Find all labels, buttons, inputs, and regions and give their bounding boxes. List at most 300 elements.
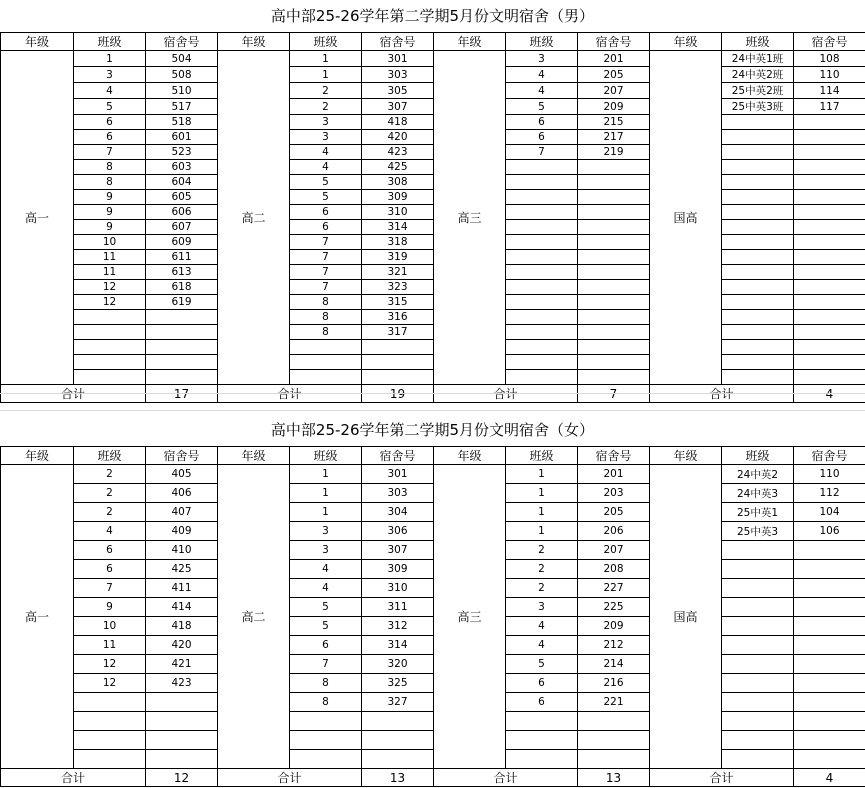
room-cell: 104 [794,503,865,522]
room-cell [794,674,865,693]
room-cell: 418 [362,115,434,130]
class-cell: 2 [506,560,578,579]
room-cell: 203 [578,484,650,503]
class-cell: 5 [290,617,362,636]
class-cell [506,265,578,280]
class-cell: 5 [290,190,362,205]
class-cell: 4 [290,160,362,175]
room-cell [362,355,434,370]
class-cell: 7 [290,655,362,674]
room-cell: 227 [578,579,650,598]
class-cell: 7 [290,250,362,265]
room-cell [578,731,650,750]
room-cell [794,115,865,130]
room-cell [794,205,865,220]
class-cell: 4 [74,522,146,541]
header-room: 宿舍号 [146,33,218,51]
room-cell: 406 [146,484,218,503]
room-cell [578,340,650,355]
class-cell [722,355,794,370]
class-cell: 6 [74,130,146,145]
grade-cell: 高三 [434,51,506,385]
class-cell: 2 [74,503,146,522]
total-label: 合计 [218,385,362,403]
room-cell [146,355,218,370]
class-cell: 6 [290,636,362,655]
class-cell: 1 [506,484,578,503]
class-cell: 4 [506,636,578,655]
class-cell: 6 [506,115,578,130]
room-cell: 303 [362,484,434,503]
header-class: 班级 [74,447,146,465]
class-cell [722,712,794,731]
room-cell: 215 [578,115,650,130]
class-cell: 2 [290,83,362,99]
header-grade: 年级 [218,33,290,51]
room-cell: 312 [362,617,434,636]
header-class: 班级 [506,447,578,465]
room-cell: 517 [146,99,218,115]
class-cell: 6 [74,115,146,130]
table-row [1,636,865,655]
total-value: 4 [794,769,865,787]
room-cell [146,693,218,712]
class-cell [722,636,794,655]
room-cell: 209 [578,617,650,636]
room-cell: 619 [146,295,218,310]
class-cell: 11 [74,250,146,265]
room-cell [794,250,865,265]
class-cell: 3 [506,51,578,67]
class-cell [506,370,578,385]
table-row [1,190,865,205]
room-cell: 207 [578,83,650,99]
room-cell [146,325,218,340]
room-cell: 304 [362,503,434,522]
room-cell: 607 [146,220,218,235]
room-cell [794,340,865,355]
room-cell: 307 [362,541,434,560]
class-cell: 6 [506,674,578,693]
table-row [1,731,865,750]
class-cell: 1 [290,465,362,484]
class-cell: 12 [74,295,146,310]
class-cell: 4 [74,83,146,99]
grade-cell: 高一 [1,465,74,769]
class-cell: 9 [74,205,146,220]
room-cell: 418 [146,617,218,636]
room-cell: 605 [146,190,218,205]
class-cell [506,731,578,750]
room-cell [794,617,865,636]
total-label: 合计 [218,769,362,787]
room-cell: 425 [362,160,434,175]
room-cell [578,750,650,769]
class-cell: 1 [74,51,146,67]
class-cell [506,205,578,220]
header-class: 班级 [506,33,578,51]
room-cell: 310 [362,579,434,598]
class-cell [722,731,794,750]
class-cell: 1 [290,484,362,503]
class-cell: 4 [506,83,578,99]
class-cell: 9 [74,598,146,617]
room-cell [578,235,650,250]
room-cell: 611 [146,250,218,265]
room-cell: 425 [146,560,218,579]
class-cell [722,250,794,265]
class-cell [722,541,794,560]
class-cell: 2 [290,99,362,115]
class-cell: 6 [506,693,578,712]
class-cell: 25中英2班 [722,83,794,99]
table-row [1,693,865,712]
sheet-gridline [0,393,865,394]
room-cell [362,731,434,750]
table-row [1,145,865,160]
room-cell [794,145,865,160]
class-cell [290,731,362,750]
table-row [1,175,865,190]
class-cell [722,370,794,385]
room-cell [578,310,650,325]
room-cell [146,310,218,325]
room-cell [578,250,650,265]
class-cell [74,355,146,370]
room-cell: 523 [146,145,218,160]
class-cell: 12 [74,280,146,295]
class-cell: 3 [74,67,146,83]
room-cell [794,712,865,731]
class-cell: 5 [290,598,362,617]
total-label: 合计 [1,769,146,787]
header-class: 班级 [722,33,794,51]
table-row [1,503,865,522]
header-row [1,447,865,465]
room-cell [794,325,865,340]
room-cell: 410 [146,541,218,560]
room-cell: 420 [146,636,218,655]
header-row [1,33,865,51]
class-cell: 25中英1 [722,503,794,522]
table-row [1,560,865,579]
class-cell: 3 [290,541,362,560]
table-row [1,160,865,175]
table-row [1,265,865,280]
class-cell [290,370,362,385]
room-cell [794,160,865,175]
header-grade: 年级 [434,33,506,51]
header-class: 班级 [722,447,794,465]
room-cell [146,750,218,769]
room-cell [146,712,218,731]
class-cell: 5 [74,99,146,115]
table-row [1,465,865,484]
sheet-gridline [0,410,865,411]
class-cell [722,655,794,674]
room-cell: 217 [578,130,650,145]
class-cell: 7 [74,579,146,598]
class-cell [290,750,362,769]
room-cell: 206 [578,522,650,541]
class-cell: 1 [506,465,578,484]
room-cell: 609 [146,235,218,250]
room-cell: 205 [578,67,650,83]
class-cell [506,750,578,769]
table-row [1,370,865,385]
class-cell: 9 [74,220,146,235]
room-cell: 303 [362,67,434,83]
class-cell [722,674,794,693]
table-row [1,220,865,235]
table-row [1,750,865,769]
room-cell: 423 [362,145,434,160]
room-cell [362,340,434,355]
table-row [1,280,865,295]
room-cell [146,340,218,355]
table-row [1,67,865,83]
header-class: 班级 [290,33,362,51]
room-cell [578,220,650,235]
room-cell: 613 [146,265,218,280]
class-cell: 1 [290,51,362,67]
class-cell [506,250,578,265]
total-value: 4 [794,385,865,403]
table-row [1,712,865,731]
grade-cell: 国高 [650,465,722,769]
class-cell [506,175,578,190]
header-room: 宿舍号 [794,447,865,465]
class-cell: 7 [290,280,362,295]
class-cell: 25中英3 [722,522,794,541]
room-cell [578,355,650,370]
room-cell: 618 [146,280,218,295]
table-row [1,130,865,145]
class-cell: 9 [74,190,146,205]
room-cell: 320 [362,655,434,674]
class-cell: 2 [74,484,146,503]
room-cell [578,265,650,280]
header-grade: 年级 [650,33,722,51]
room-cell [794,310,865,325]
header-grade: 年级 [1,33,74,51]
class-cell [74,693,146,712]
class-cell: 6 [506,130,578,145]
room-cell: 316 [362,310,434,325]
room-cell: 325 [362,674,434,693]
class-cell: 1 [506,522,578,541]
class-cell: 12 [74,674,146,693]
room-cell [794,750,865,769]
girls-title: 高中部25-26学年第二学期5月份文明宿舍（女） [270,421,595,439]
table-row [1,355,865,370]
room-cell: 307 [362,99,434,115]
room-cell: 601 [146,130,218,145]
class-cell: 10 [74,617,146,636]
total-label: 合计 [650,769,794,787]
boys-title: 高中部25-26学年第二学期5月份文明宿舍（男） [270,7,595,25]
room-cell: 214 [578,655,650,674]
room-cell: 106 [794,522,865,541]
table-row [1,325,865,340]
class-cell [290,712,362,731]
room-cell [794,693,865,712]
class-cell [290,355,362,370]
class-cell: 6 [290,220,362,235]
table-row [1,51,865,67]
class-cell: 2 [506,579,578,598]
room-cell: 604 [146,175,218,190]
room-cell [146,731,218,750]
room-cell: 510 [146,83,218,99]
class-cell: 8 [290,295,362,310]
header-grade: 年级 [218,447,290,465]
class-cell [74,310,146,325]
room-cell: 518 [146,115,218,130]
class-cell: 6 [290,205,362,220]
total-value: 12 [146,769,218,787]
room-cell [362,750,434,769]
class-cell [506,310,578,325]
class-cell [722,617,794,636]
header-class: 班级 [290,447,362,465]
table-row [1,310,865,325]
class-cell: 5 [290,175,362,190]
class-cell: 5 [506,655,578,674]
room-cell [578,712,650,731]
class-cell [74,325,146,340]
total-value: 13 [362,769,434,787]
class-cell: 1 [506,503,578,522]
header-room: 宿舍号 [578,447,650,465]
class-cell [722,693,794,712]
table-row [1,83,865,99]
grade-cell: 高三 [434,465,506,769]
table-row [1,522,865,541]
class-cell: 4 [506,67,578,83]
total-label: 合计 [650,385,794,403]
class-cell: 1 [290,67,362,83]
table-row [1,99,865,115]
class-cell: 11 [74,636,146,655]
room-cell: 423 [146,674,218,693]
class-cell [290,340,362,355]
room-cell [794,598,865,617]
class-cell: 10 [74,235,146,250]
room-cell [578,295,650,310]
class-cell: 12 [74,655,146,674]
room-cell: 409 [146,522,218,541]
class-cell: 7 [290,235,362,250]
table-row [1,205,865,220]
class-cell: 7 [74,145,146,160]
table-row [1,235,865,250]
room-cell: 301 [362,51,434,67]
class-cell [722,598,794,617]
class-cell [506,325,578,340]
total-value: 17 [146,385,218,403]
room-cell: 606 [146,205,218,220]
class-cell: 4 [506,617,578,636]
class-cell: 2 [506,541,578,560]
room-cell: 208 [578,560,650,579]
class-cell [722,579,794,598]
room-cell: 327 [362,693,434,712]
room-cell [578,280,650,295]
class-cell [506,355,578,370]
class-cell [722,190,794,205]
room-cell: 207 [578,541,650,560]
room-cell: 314 [362,220,434,235]
class-cell [506,235,578,250]
class-cell: 24中英2班 [722,67,794,83]
room-cell [794,370,865,385]
room-cell [794,731,865,750]
room-cell [794,220,865,235]
table-row [1,541,865,560]
total-value: 7 [578,385,650,403]
total-label: 合计 [434,385,578,403]
room-cell: 205 [578,503,650,522]
room-cell [794,560,865,579]
room-cell: 411 [146,579,218,598]
grade-cell: 高二 [218,51,290,385]
room-cell: 414 [146,598,218,617]
class-cell [722,220,794,235]
room-cell: 405 [146,465,218,484]
room-cell: 110 [794,67,865,83]
class-cell [722,340,794,355]
total-value: 13 [578,769,650,787]
room-cell: 219 [578,145,650,160]
room-cell [794,175,865,190]
room-cell: 318 [362,235,434,250]
total-label: 合计 [1,385,146,403]
room-cell: 114 [794,83,865,99]
room-cell [578,205,650,220]
room-cell: 309 [362,560,434,579]
table-row [1,674,865,693]
class-cell [74,370,146,385]
class-cell: 2 [74,465,146,484]
class-cell: 8 [290,310,362,325]
class-cell [722,205,794,220]
class-cell [506,712,578,731]
table-row [1,655,865,674]
class-cell [722,265,794,280]
class-cell: 8 [290,693,362,712]
table-row [1,617,865,636]
class-cell: 24中英3 [722,484,794,503]
class-cell [722,175,794,190]
room-cell [146,370,218,385]
room-cell: 112 [794,484,865,503]
room-cell: 221 [578,693,650,712]
room-cell [794,355,865,370]
room-cell: 508 [146,67,218,83]
header-room: 宿舍号 [362,447,434,465]
class-cell [722,310,794,325]
header-room: 宿舍号 [578,33,650,51]
room-cell [794,579,865,598]
class-cell [74,340,146,355]
class-cell [506,160,578,175]
class-cell [722,295,794,310]
room-cell: 310 [362,205,434,220]
room-cell [578,325,650,340]
class-cell [722,750,794,769]
header-room: 宿舍号 [362,33,434,51]
